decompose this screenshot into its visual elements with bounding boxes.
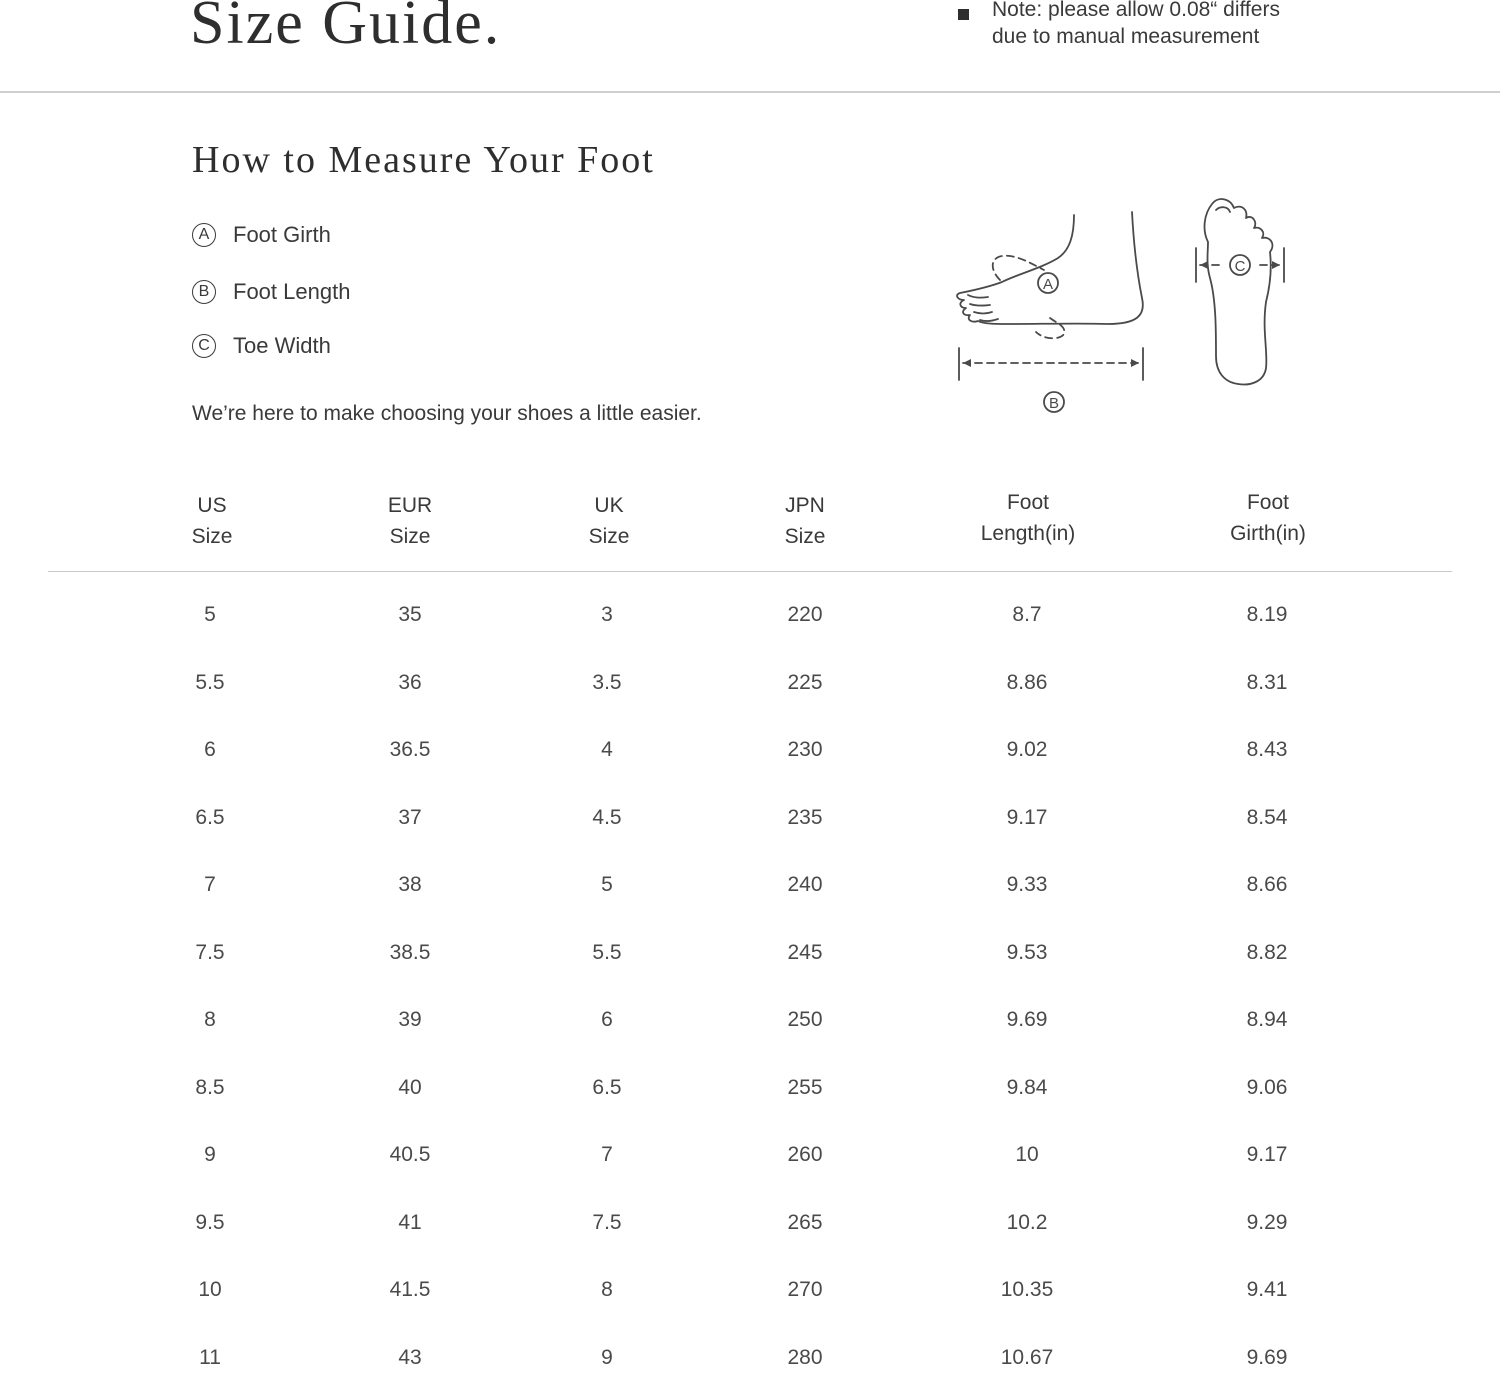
column-header-foot-length (928, 487, 1128, 549)
table-cell: 36.5 (389, 738, 431, 761)
table-cell: 8 (601, 1278, 613, 1301)
table-cell: 41 (398, 1210, 422, 1234)
table-cell: 220 (787, 603, 823, 626)
table-cell: 5 (204, 603, 216, 626)
legend-label: Foot Length (233, 279, 351, 304)
bullet-square-icon (958, 9, 969, 20)
size-table-header (0, 490, 1500, 570)
legend-item-foot-girth (192, 220, 592, 250)
table-cell: 9.29 (1246, 1210, 1288, 1234)
header-line: Foot (1246, 491, 1290, 514)
table-cell: 10 (198, 1278, 222, 1301)
header-line: Foot (1006, 491, 1050, 514)
table-cell: 270 (787, 1278, 823, 1301)
table-cell: 9.69 (1006, 1008, 1048, 1031)
table-cell: 230 (787, 738, 823, 761)
table-cell: 9.41 (1246, 1278, 1288, 1301)
table-cell: 3.5 (592, 670, 622, 694)
table-cell: 235 (787, 805, 823, 829)
table-cell: 7.5 (195, 940, 225, 964)
table-cell: 8 (204, 1008, 216, 1031)
header-line: JPN (785, 494, 825, 517)
table-cell: 8.43 (1246, 738, 1288, 761)
table-row (0, 1138, 1500, 1172)
table-cell: 10.35 (1000, 1278, 1054, 1301)
table-cell: 4 (601, 738, 613, 761)
table-cell: 9 (204, 1143, 216, 1166)
table-row (0, 733, 1500, 767)
legend-item-toe-width (192, 331, 592, 361)
table-cell: 9.06 (1246, 1075, 1288, 1099)
column-header-jpn-size (705, 490, 905, 552)
table-cell: 9 (601, 1345, 613, 1369)
table-header-divider (48, 571, 1452, 572)
table-cell: 5.5 (195, 670, 225, 694)
column-header-us-size (112, 490, 312, 552)
tagline: We’re here to make choosing your shoes a little easier. (192, 402, 702, 425)
table-cell: 225 (787, 670, 823, 694)
table-cell: 280 (787, 1345, 823, 1369)
table-cell: 10 (1015, 1143, 1039, 1166)
page-title: Size Guide. (190, 0, 502, 57)
table-cell: 250 (787, 1008, 823, 1031)
table-cell: 9.53 (1006, 940, 1048, 964)
table-cell: 265 (787, 1210, 823, 1234)
table-cell: 9.17 (1246, 1143, 1288, 1166)
table-row (0, 1071, 1500, 1105)
header-divider (0, 91, 1500, 93)
table-cell: 240 (787, 873, 823, 896)
table-cell: 10.67 (1000, 1345, 1054, 1369)
table-row (0, 868, 1500, 902)
column-header-foot-girth (1168, 487, 1368, 549)
column-header-uk-size (509, 490, 709, 552)
table-cell: 6 (204, 738, 216, 761)
header-line: Girth(in) (1230, 522, 1306, 545)
foot-length-arrow (959, 348, 1143, 380)
table-cell: 40.5 (389, 1143, 431, 1166)
table-row (0, 801, 1500, 835)
legend-label: Foot Girth (233, 222, 331, 247)
column-header-eur-size (310, 490, 510, 552)
table-cell: 6.5 (195, 805, 225, 829)
table-cell: 41.5 (389, 1278, 431, 1301)
table-cell: 260 (787, 1143, 823, 1166)
header-line: Length(in) (980, 522, 1076, 545)
table-cell: 11 (199, 1345, 221, 1369)
table-cell: 5.5 (592, 940, 622, 964)
foot-measurement-diagram (940, 190, 1310, 430)
table-cell: 7 (204, 873, 216, 896)
table-cell: 8.86 (1006, 670, 1048, 694)
header-line: UK (594, 494, 624, 517)
diagram-label-c: C (1234, 258, 1246, 275)
table-row (0, 1273, 1500, 1307)
letter-a-badge-icon: A (192, 223, 216, 247)
table-cell: 40 (398, 1075, 422, 1099)
header-line: Size (784, 525, 826, 548)
header-line: Size (389, 525, 431, 548)
diagram-label-a: A (1042, 276, 1054, 293)
table-cell: 8.31 (1246, 670, 1288, 694)
table-cell: 9.5 (195, 1210, 225, 1234)
table-cell: 36 (398, 670, 422, 694)
header-line: US (197, 494, 227, 517)
header-line: Size (191, 525, 233, 548)
table-cell: 3 (601, 603, 613, 626)
table-cell: 6.5 (592, 1075, 622, 1099)
table-cell: 4.5 (592, 805, 622, 829)
table-row (0, 666, 1500, 700)
legend-label: Toe Width (233, 333, 331, 358)
table-cell: 38.5 (389, 940, 431, 964)
note-text: Note: please allow 0.08“ differs due to manual measurement (992, 0, 1280, 48)
sole-foot-icon (1205, 199, 1273, 384)
table-cell: 9.17 (1006, 805, 1048, 829)
table-cell: 5 (601, 873, 613, 896)
table-cell: 43 (398, 1345, 422, 1369)
table-cell: 9.69 (1246, 1345, 1288, 1369)
table-cell: 35 (398, 603, 422, 626)
table-cell: 10.2 (1006, 1210, 1048, 1234)
table-cell: 8.19 (1246, 603, 1288, 626)
diagram-label-b: B (1048, 395, 1060, 412)
table-cell: 8.7 (1012, 603, 1042, 626)
table-cell: 39 (398, 1008, 422, 1031)
table-row (0, 1206, 1500, 1240)
table-cell: 255 (787, 1075, 823, 1099)
table-row (0, 936, 1500, 970)
table-cell: 9.33 (1006, 873, 1048, 896)
section-title: How to Measure Your Foot (192, 139, 655, 181)
table-cell: 9.02 (1006, 738, 1048, 761)
table-row (0, 1341, 1500, 1375)
table-cell: 8.82 (1246, 940, 1288, 964)
header-line: EUR (387, 494, 433, 517)
table-row (0, 1003, 1500, 1037)
table-cell: 245 (787, 940, 823, 964)
table-cell: 37 (398, 805, 422, 829)
table-cell: 6 (601, 1008, 613, 1031)
table-cell: 8.54 (1246, 805, 1288, 829)
letter-b-badge-icon: B (192, 280, 216, 304)
table-cell: 9.84 (1006, 1075, 1048, 1099)
legend-item-foot-length (192, 277, 592, 307)
letter-c-badge-icon: C (192, 334, 216, 358)
table-cell: 8.94 (1246, 1008, 1288, 1031)
table-row (0, 598, 1500, 632)
table-cell: 7.5 (592, 1210, 622, 1234)
table-cell: 7 (601, 1143, 613, 1166)
table-cell: 8.5 (195, 1075, 225, 1099)
table-cell: 8.66 (1246, 873, 1288, 896)
header-line: Size (588, 525, 630, 548)
table-cell: 38 (398, 873, 422, 896)
